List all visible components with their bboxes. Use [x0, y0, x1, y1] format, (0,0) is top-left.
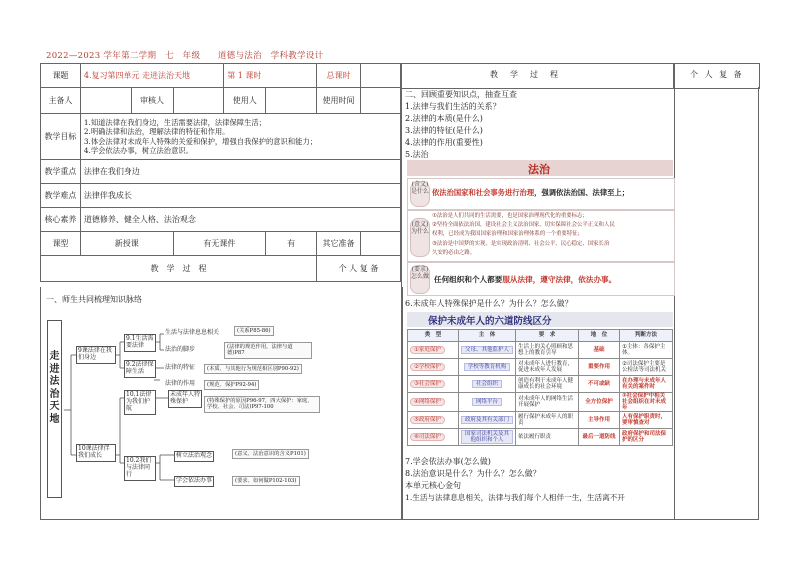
- core-sentence-1: 1.生活与法律息息相关，法律与我们每个人相伴一生，生活离不开: [405, 493, 625, 502]
- mind-note-6: (意义、法治意识的含义P101): [232, 449, 309, 459]
- law-tag-meaning: (含义)是什么: [410, 181, 430, 207]
- mind-leaf-3: 法律的特征: [165, 364, 196, 371]
- left-section-title: 一、师生共同梳理知识脉络: [46, 295, 142, 304]
- preparer-label: 主备人: [41, 88, 81, 114]
- right-process-label: 教 学 过 程: [490, 70, 560, 79]
- mind-branch-9: 9课法律在我们身边: [76, 346, 116, 364]
- time-label: 使用时间: [316, 88, 360, 114]
- mind-leaf-2: 法治的脚步: [165, 346, 196, 353]
- mind-note-3: (本质、与其他行为规范相区别P90-92): [204, 364, 302, 374]
- mind-node-10-2: 10.2我们与法律同行: [124, 456, 156, 481]
- review-item-4: 4.法律的作用(重要性): [405, 138, 483, 147]
- col-judge: 判断方法: [620, 330, 673, 342]
- lesson-value: 4.复习第四单元 走进法治天地: [80, 64, 223, 88]
- goals-list: 1.知道法律在我们身边，生活需要法律，法律保障生活； 2.明确法律和法治，理解法律的特征和作用。 3.体会法律对未成年人特殊的关爱和保护，增强自我保护的意识和能力； 4.学会依法办事，树立法治意识。: [80, 114, 400, 160]
- lesson-info-table: [40, 63, 401, 282]
- right-notes-label: 个 人 复 备: [690, 70, 744, 79]
- six-panel-title: 保护未成年人的六道防线区分: [428, 316, 552, 327]
- mind-leaf-6: 树立法治观念: [174, 451, 214, 462]
- lesson-type-label: 课型: [41, 232, 81, 256]
- review-title: 二、回顾重要知识点，抽查互查: [405, 90, 517, 99]
- law-meaning-text: 依法治国家和社会事务进行治理，强调依法治国、法律至上；: [432, 188, 630, 197]
- mind-map: [44, 320, 374, 515]
- col-requirement: 要 求: [516, 330, 579, 342]
- mind-node-10-1: 10.1法律为我们护航: [124, 390, 156, 415]
- core-literacy-value: 道德修养、健全人格、法治观念: [80, 208, 400, 232]
- table-row: ①家庭保护 父母、其他监护人 生活上的关心照顾和思想上的教育引导 基础 ①主体：各保护主体。: [408, 342, 673, 359]
- col-subject: 主 体: [459, 330, 516, 342]
- courseware-label: 有无课件: [173, 232, 266, 256]
- question-7: 7.学会依法办事(怎么做): [405, 457, 491, 466]
- core-literacy-label: 核心素养: [41, 208, 81, 232]
- law-panel-title: 法治: [528, 163, 550, 176]
- question-8: 8.法治意识是什么？为什么？怎么做？: [405, 469, 541, 478]
- table-row: ④网络保护 网络平台 对未成年人的网络生活开展保护 全方位保护 ③社会保护中相关社会组织在对未成年: [408, 393, 673, 412]
- mind-note-7: (要求、如何做P102-103): [232, 476, 300, 486]
- law-significance-text: ①法治是人们共同的生活需要，也是国家治理现代化的重要标志； ②坚持全面依法治国，建设社会主义法治国家，切实保障社会公平正义和人民 权利，已经成为我国国家治理和国家治理体系的一个重要特征； ③法治是中国梦的实现，是实现政治清明、社会公平、民心稳定、国家长治 久安的必由之路。: [432, 213, 615, 256]
- difficult-point-value: 法律伴我成长: [80, 184, 400, 208]
- table-row: ③社会保护 社会组织 创造有利于未成年人健康成长的社会环境 不可或缺 在办理与未成年人有关的案件时: [408, 376, 673, 393]
- document-header: 2022—2023 学年第二学期 七 年级 道德与法治 学科教学设计: [46, 51, 324, 61]
- review-item-2: 2.法律的本质(是什么): [405, 114, 483, 123]
- reviewer-label: 审核人: [131, 88, 173, 114]
- six-defense-table: [407, 329, 673, 446]
- table-row: ⑤政府保护 政府及其有关部门 履行保护未成年人的职责 主导作用 人有保护职责时，要审慎查对: [408, 412, 673, 429]
- mind-note-1: (关系P85-86): [234, 326, 274, 336]
- mind-leaf-1: 生活与法律息息相关: [165, 329, 220, 336]
- lesson-type-value: 新授课: [80, 232, 173, 256]
- table-row: ②学校保护 学校等教育机构 对未成年人进行教育，促进未成年人发展 重要作用 ②司法保护主要是公检法等司法机关: [408, 359, 673, 376]
- col-type: 类 型: [408, 330, 459, 342]
- key-point-label: 教学重点: [41, 160, 81, 184]
- col-status: 地 位: [579, 330, 620, 342]
- courseware-value: 有: [266, 232, 317, 256]
- law-requirement-text: 任何组织和个人都要服从法律，遵守法律，依法办事。: [434, 275, 617, 284]
- notes-label: 个 人 复 备: [316, 256, 400, 282]
- mind-note-4: (规范、保护P92-94): [204, 380, 259, 390]
- goals-label: 教学目标: [41, 114, 81, 160]
- period-label: 第 1 课时: [224, 64, 317, 88]
- review-item-1: 1.法律与我们生活的关系？: [405, 102, 501, 111]
- question-6: 6.未成年人特殊保护是什么？为什么？怎么做？: [405, 299, 573, 308]
- mind-leaf-7: 学会依法办事: [174, 476, 214, 487]
- mind-leaf-4: 法律的作用: [165, 380, 196, 387]
- lesson-label: 课题: [41, 64, 81, 88]
- mind-note-2: (法律的规范作用，法律与道德)P87: [224, 342, 312, 359]
- law-tag-significance: (意义)为什么: [410, 218, 430, 257]
- right-notes-area: [673, 87, 759, 520]
- mind-node-9-1: 9.1生活需要法律: [124, 334, 156, 352]
- review-item-3: 3.法律的特征(是什么): [405, 126, 483, 135]
- process-label: 教 学 过 程: [41, 256, 317, 282]
- total-period-label: 总课时: [316, 64, 360, 88]
- review-item-5: 5.法治: [405, 150, 429, 159]
- mind-branch-10: 10课法律伴我们成长: [76, 444, 116, 462]
- key-point-value: 法律在我们身边: [80, 160, 400, 184]
- table-row: ⑥司法保护 国家司法机关及其他组织和个人 依法履行职责 最后一道防线 政府保护和司法保护的区分: [408, 429, 673, 446]
- mind-root: 走进法治天地: [47, 320, 62, 498]
- law-tag-requirement: (要求)怎么做: [410, 265, 430, 294]
- other-prep-label: 其它准备: [316, 232, 360, 256]
- mind-node-9-2: 9.2法律保障生活: [124, 360, 156, 378]
- core-sentence-title: 本单元核心金句: [405, 481, 461, 490]
- difficult-point-label: 教学难点: [41, 184, 81, 208]
- mind-leaf-5: 未成年人特殊保护: [168, 390, 202, 408]
- mind-note-5: (特殊保护的原因P96-97，四大保护：家庭、学校、社会、司法)P97-100: [204, 396, 320, 413]
- user-label: 使用人: [224, 88, 266, 114]
